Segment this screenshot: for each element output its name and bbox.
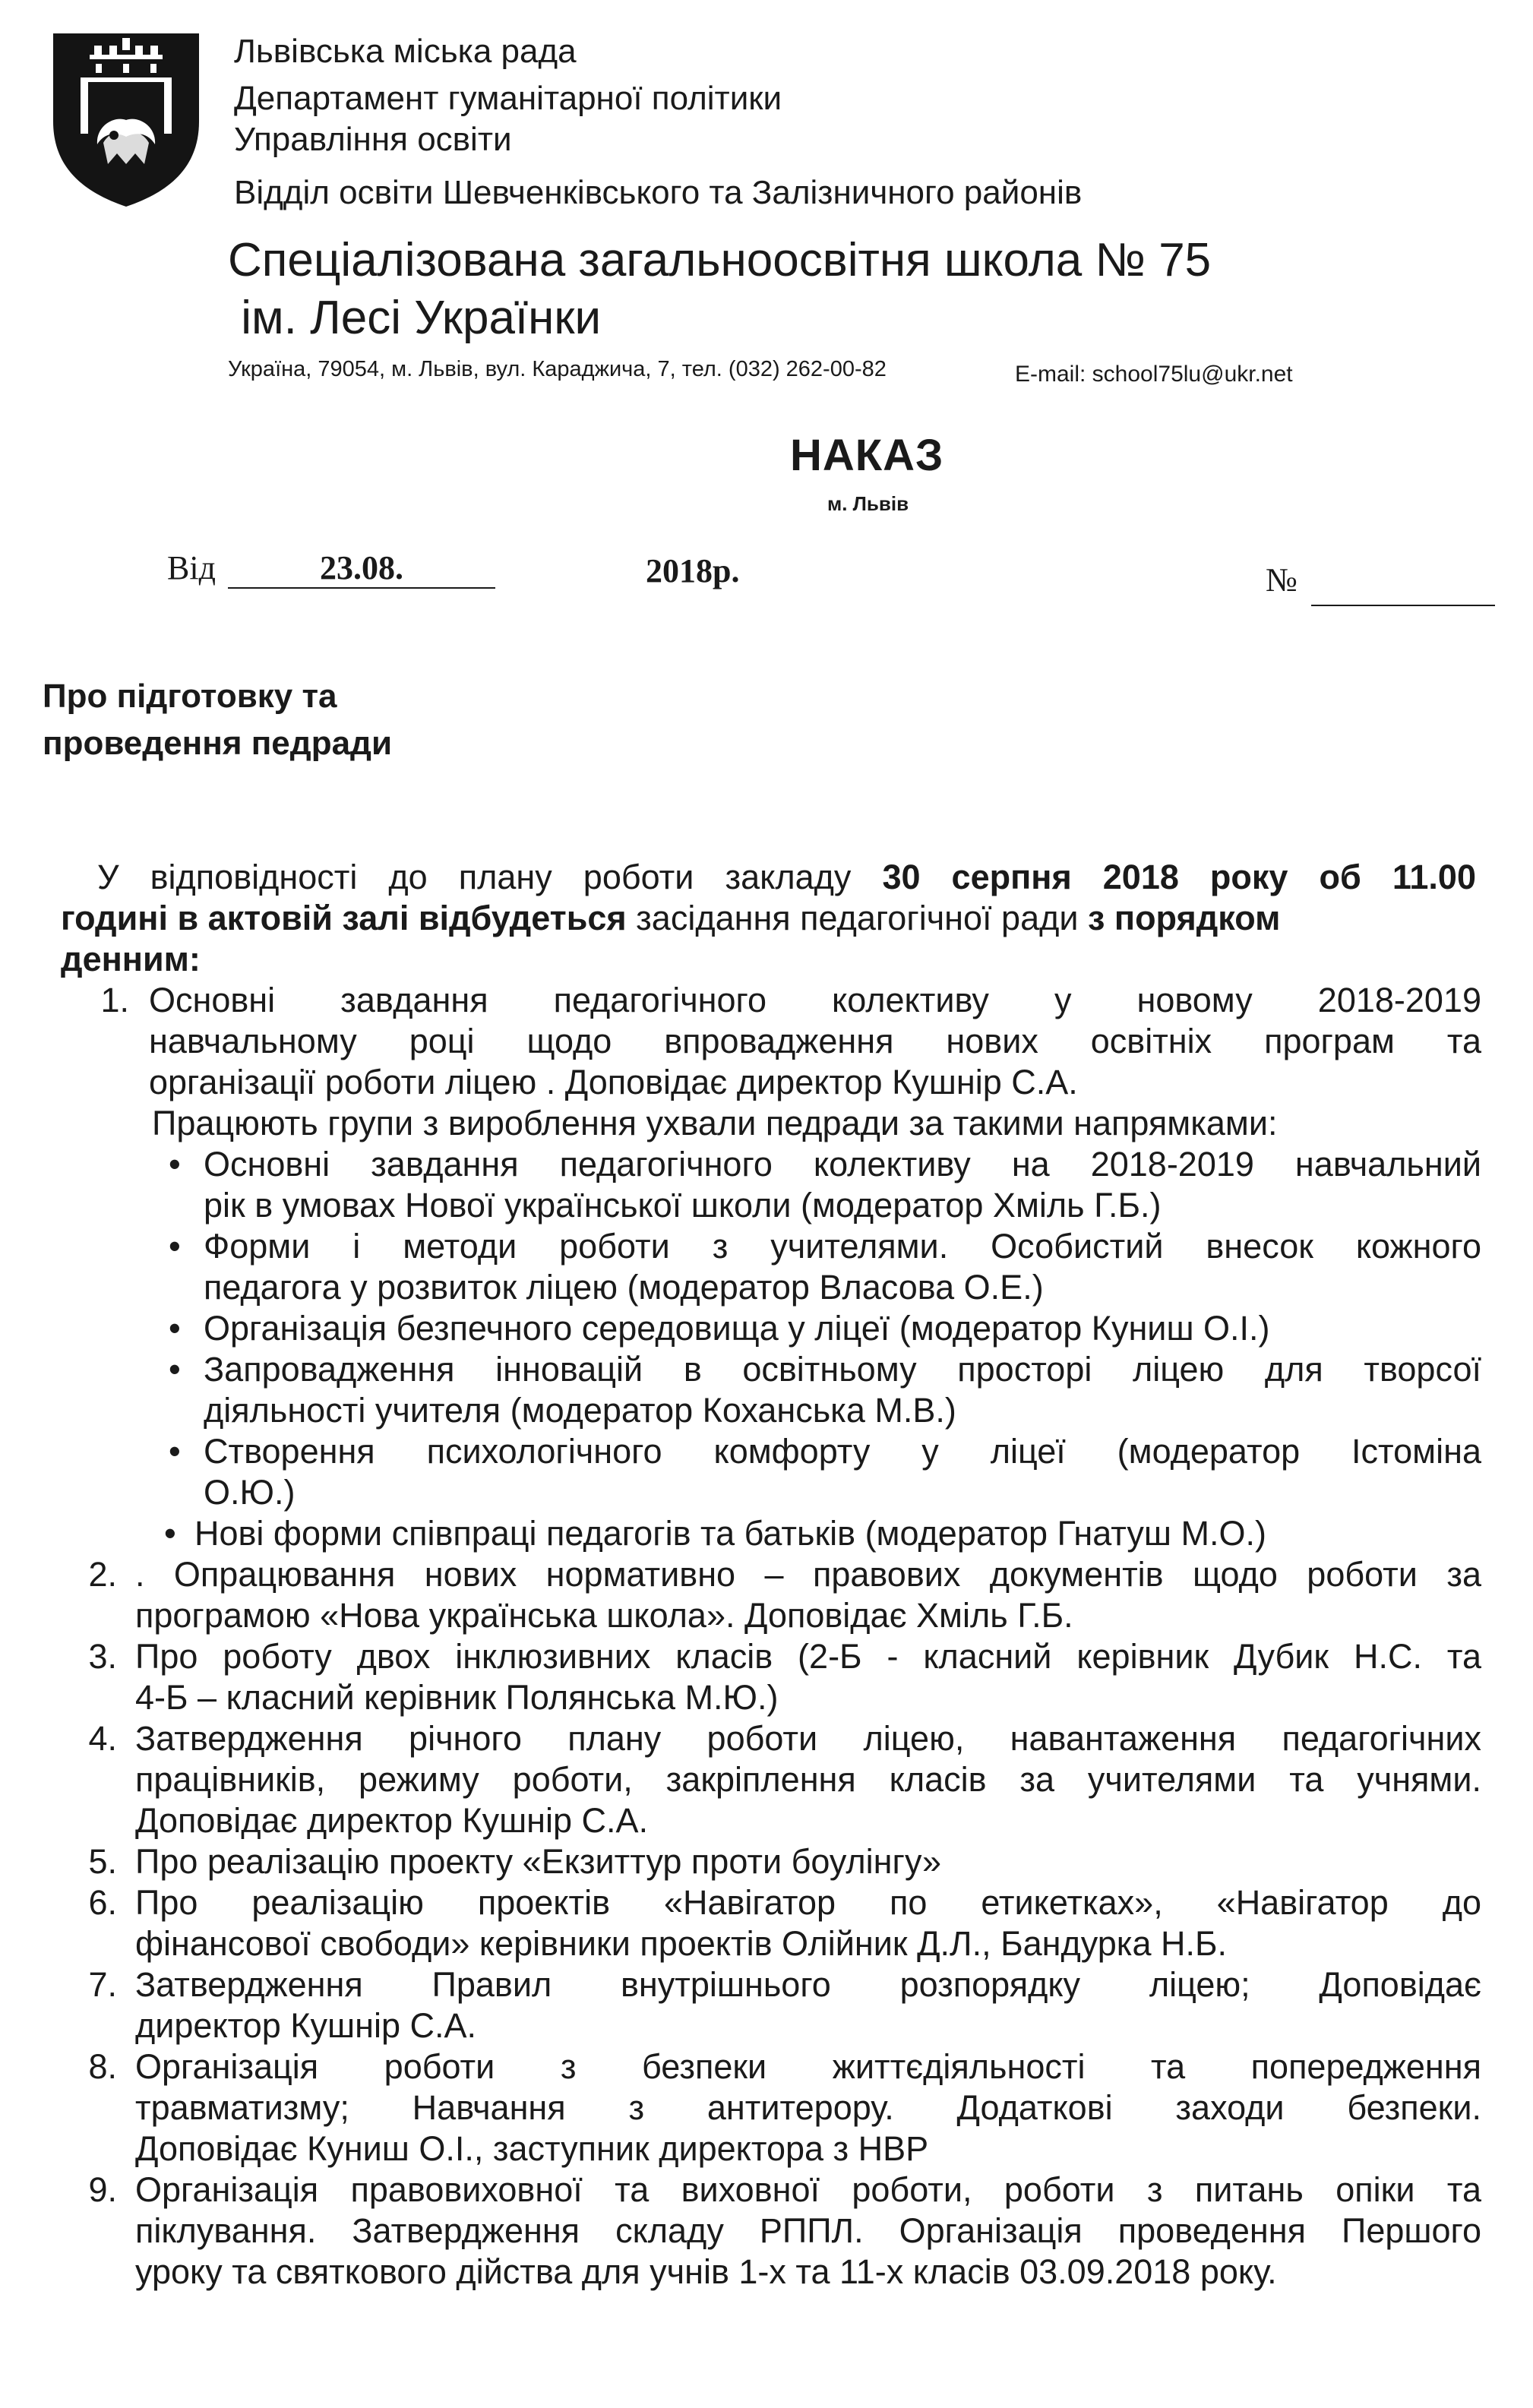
lviv-crest-icon [50, 30, 202, 210]
order-date: 23.08. [228, 548, 495, 589]
header-council: Львівська міська рада [234, 33, 577, 70]
header-education-office: Управління освіти [234, 121, 512, 158]
agenda-item-9: 9. Організація правовиховної та виховної роботи, роботи з питань опіки та піклування. Затвердження складу РППЛ. Організація проведення Першого уроку та святкового дійства для учнів 1-х та 11-х класів 03.09.2018 року. [88, 2170, 1481, 2291]
header-district-office: Відділ освіти Шевченківського та Залізничного районів [234, 174, 1083, 211]
order-number-label: № [1266, 561, 1298, 599]
group-item: • Запровадження інновацій в освітньому просторі ліцею для творсої діяльності учителя (модератор Коханська М.В.) [169, 1350, 1481, 1430]
group-item: • Нові форми співпраці педагогів та батьків (модератор Гнатуш М.О.) [164, 1514, 1266, 1553]
intro-line-1: У відповідності до плану роботи закладу 30 серпня 2018 року об 11.00 [97, 858, 1476, 896]
agenda-item-7: 7. Затвердження Правил внутрішнього розпорядку ліцею; Доповідає директор Кушнір С.А. [88, 1965, 1481, 2045]
agenda-item-1: 1. Основні завдання педагогічного колективу у новому 2018-2019 навчальному році щодо впровадження нових освітніх програм та організації роботи ліцею . Доповідає директор Кушнір С.А. [100, 981, 1481, 1101]
order-year: 2018р. [646, 552, 740, 589]
subject-line-1: Про підготовку та [43, 678, 337, 715]
agenda-item-6: 6. Про реалізацію проектів «Навігатор по етикетках», «Навігатор до фінансової свободи» керівники проектів Олійник Д.Л., Бандурка Н.Б. [88, 1883, 1481, 1963]
agenda-item-8: 8. Організація роботи з безпеки життєдіяльності та попередження травматизму; Навчання з антитерору. Додаткові заходи безпеки. Доповідає Куниш О.І., заступник директора з НВР [88, 2047, 1481, 2168]
order-subject [43, 673, 392, 767]
groups-intro: Працюють групи з вироблення ухвали педради за такими напрямками: [152, 1104, 1278, 1142]
school-email: E-mail: school75lu@ukr.net [1015, 362, 1293, 387]
school-name-line2: ім. Лесі Українки [228, 292, 602, 344]
school-address: Україна, 79054, м. Львів, вул. Караджича, 7, тел. (032) 262-00-82 [228, 357, 887, 381]
header-department: Департамент гуманітарної політики [234, 80, 782, 117]
agenda-item-5: 5. Про реалізацію проекту «Екзиттур проти боулінгу» [88, 1842, 941, 1881]
agenda-item-3: 3. Про роботу двох інклюзивних класів (2-Б - класний керівник Дубик Н.С. та 4-Б – класний керівник Полянська М.Ю.) [88, 1637, 1481, 1717]
date-from-label: Від [167, 549, 216, 586]
group-item: • Створення психологічного комфорту у ліцеї (модератор Істоміна О.Ю.) [169, 1432, 1481, 1512]
document-city: м. Львів [827, 492, 909, 515]
agenda-item-4: 4. Затвердження річного плану роботи ліцею, навантаження педагогічних працівників, режиму роботи, закріплення класів за учителями та учнями. Доповідає директор Кушнір С.А. [88, 1719, 1481, 1840]
group-item: • Організація безпечного середовища у ліцеї (модератор Куниш О.І.) [169, 1309, 1270, 1348]
order-number-blank [1311, 605, 1495, 606]
intro-paragraph [61, 857, 1476, 980]
intro-line-3: денним: [61, 940, 201, 978]
agenda-item-2: 2. . Опрацювання нових нормативно – правових документів щодо роботи за програмою «Нова українська школа». Доповідає Хміль Г.Б. [88, 1555, 1481, 1635]
coat-of-arms-logo [50, 30, 202, 210]
school-name-line1: Спеціалізована загальноосвітня школа № 75 [228, 234, 1212, 286]
group-item: • Основні завдання педагогічного колективу на 2018-2019 навчальний рік в умовах Нової української школи (модератор Хміль Г.Б.) [169, 1145, 1481, 1225]
groups-list [68, 1144, 1481, 1554]
subject-line-2: проведення педради [43, 725, 393, 762]
group-item: • Форми і методи роботи з учителями. Особистий внесок кожного педагога у розвиток ліцею (модератор Власова О.Е.) [169, 1227, 1481, 1307]
agenda-list [68, 980, 1481, 2293]
intro-line-2: годині в актовій залі відбудеться засідання педагогічної ради з порядком [61, 899, 1281, 937]
document-title: НАКАЗ [790, 431, 944, 480]
